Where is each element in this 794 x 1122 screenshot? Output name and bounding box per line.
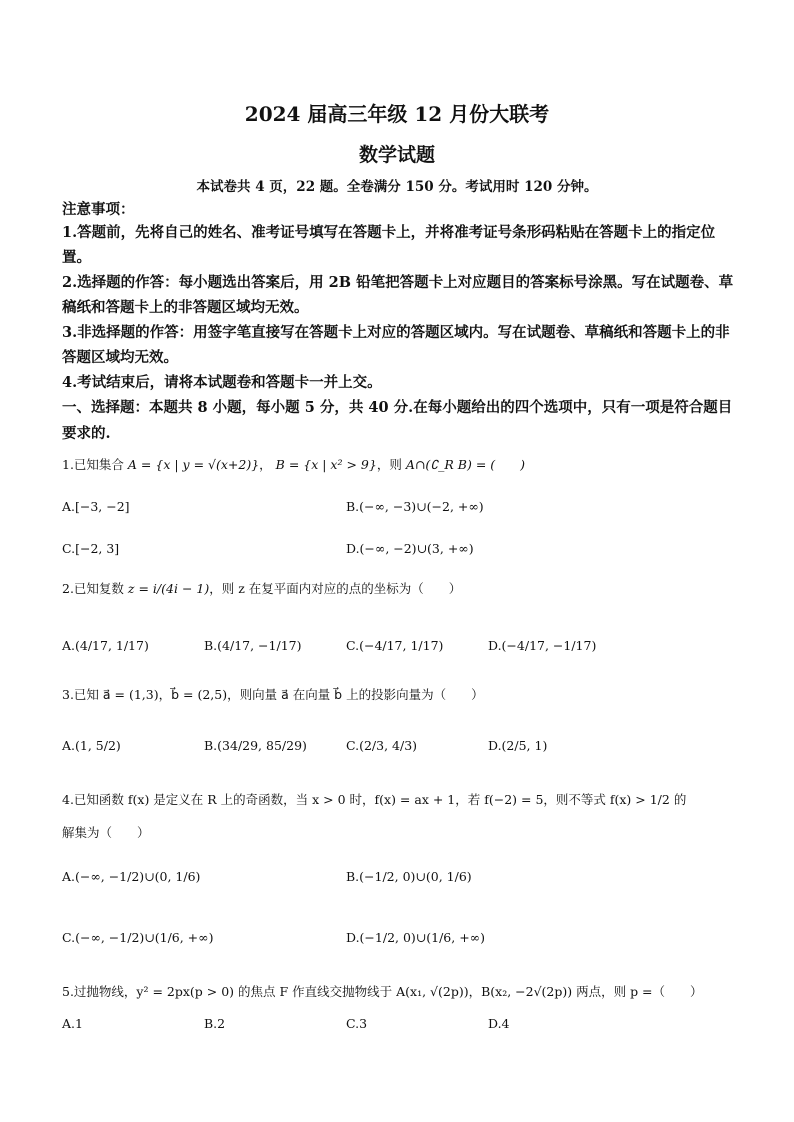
q5-option-a: A.1 xyxy=(62,1016,83,1031)
notice-heading: 注意事项： xyxy=(62,201,135,218)
notice-item-2: 2.选择题的作答：每小题选出答案后，用 2B 铅笔把答题卡上对应题目的答案标号涂黑。写在试题卷、草稿纸和答题卡上的非答题区域均无效。 xyxy=(62,274,734,316)
q3-option-d: D.(2/5, 1) xyxy=(488,738,548,753)
q2-option-a: A.(4/17, 1/17) xyxy=(62,638,149,653)
q1-set-a: A = {x | y = √(x+2)} xyxy=(127,457,260,472)
q4-option-c: C.(−∞, −1/2)∪(1/6, +∞) xyxy=(62,930,214,945)
exam-title: 2024 届高三年级 12 月份大联考 xyxy=(244,102,550,126)
q1-option-b: B.(−∞, −3)∪(−2, +∞) xyxy=(346,499,484,514)
q1-set-b: B = {x | x² > 9} xyxy=(275,457,377,472)
section-title: 一、选择题：本题共 8 小题，每小题 5 分，共 40 分.在每小题给出的四个选项中，只有一项是符合题目要求的. xyxy=(62,399,733,442)
exam-subject: 数学试题 xyxy=(358,144,435,166)
q3-option-a: A.(1, 5/2) xyxy=(62,738,121,753)
q1-then: ，则 xyxy=(376,457,402,472)
q3-option-c: C.(2/3, 4/3) xyxy=(346,738,418,753)
q5-option-b: B.2 xyxy=(204,1016,226,1031)
question-3: 3.已知 a⃗ = (1,3)，b⃗ = (2,5)，则向量 a⃗ 在向量 b⃗ 上的投影向量为（ ） xyxy=(62,687,484,702)
q2-prefix: 2.已知复数 xyxy=(62,581,124,596)
q1-option-d: D.(−∞, −2)∪(3, +∞) xyxy=(346,541,474,556)
question-5: 5.过抛物线，y² = 2px(p > 0) 的焦点 F 作直线交抛物线于 A(x₁, √(2p))，B(x₂, −2√(2p)) 两点，则 p =（ ） xyxy=(62,984,703,999)
q1-expr: A∩(∁_R B) = ( ) xyxy=(405,457,526,472)
q4-option-b: B.(−1/2, 0)∪(0, 1/6) xyxy=(346,869,472,884)
notice-item-3: 3.非选择题的作答：用签字笔直接写在答题卡上对应的答题区域内。写在试题卷、草稿纸和答题卡上的非答题区域均无效。 xyxy=(62,324,730,366)
notice-item-4: 4.考试结束后，请将本试题卷和答题卡一并上交。 xyxy=(62,374,382,391)
q2-option-c: C.(−4/17, 1/17) xyxy=(346,638,444,653)
q1-option-c: C.[−2, 3] xyxy=(62,541,120,556)
q2-expr: z = i/(4i − 1) xyxy=(127,581,210,596)
question-4-line-2: 解集为（ ） xyxy=(62,825,150,840)
question-1: 1.已知集合 A = {x | y = √(x+2)}， B = {x | x² > 9}，则 A∩(∁_R B) = ( ) xyxy=(62,457,526,472)
exam-info: 本试卷共 4 页，22 题。全卷满分 150 分。考试用时 120 分钟。 xyxy=(196,179,598,195)
question-2 xyxy=(62,580,752,598)
q5-option-c: C.3 xyxy=(346,1016,368,1031)
q1-option-a: A.[−3, −2] xyxy=(62,499,130,514)
q4-option-d: D.(−1/2, 0)∪(1/6, +∞) xyxy=(346,930,485,945)
q2-option-d: D.(−4/17, −1/17) xyxy=(488,638,597,653)
q4-option-a: A.(−∞, −1/2)∪(0, 1/6) xyxy=(62,869,201,884)
q1-prefix: 1.已知集合 xyxy=(62,457,124,472)
q3-option-b: B.(34/29, 85/29) xyxy=(204,738,307,753)
q5-option-d: D.4 xyxy=(488,1016,510,1031)
notice-item-1: 1.答题前，先将自己的姓名、准考证号填写在答题卡上，并将准考证号条形码粘贴在答题卡上的指定位置。 xyxy=(62,224,716,266)
q2-suffix: ，则 z 在复平面内对应的点的坐标为（ ） xyxy=(209,581,462,596)
q2-option-b: B.(4/17, −1/17) xyxy=(204,638,302,653)
question-4-line-1: 4.已知函数 f(x) 是定义在 R 上的奇函数，当 x > 0 时，f(x) = ax + 1，若 f(−2) = 5，则不等式 f(x) > 1/2 的 xyxy=(62,792,687,807)
